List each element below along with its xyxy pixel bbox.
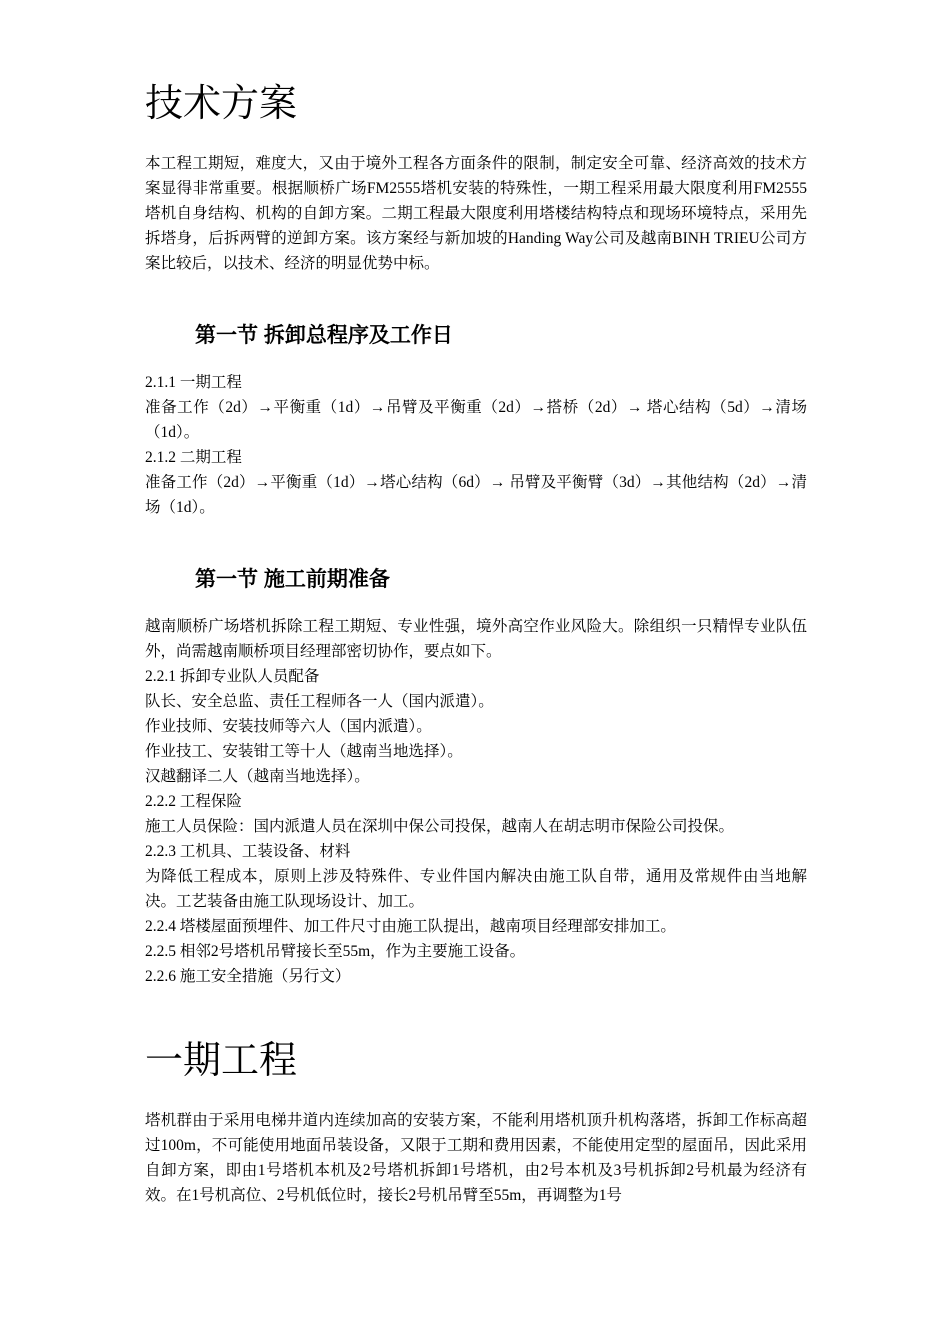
paragraph: 为降低工程成本，原则上涉及特殊件、专业件国内解决由施工队自带，通用及常规件由当地解决。工艺装备由施工队现场设计、加工。 [145, 868, 807, 910]
paragraph: 2.2.3 工机具、工装设备、材料 [145, 843, 351, 860]
paragraph: 作业技师、安装技师等六人（国内派遣）。 [145, 718, 432, 735]
paragraph: 2.2.5 相邻2号塔机吊臂接长至55m，作为主要施工设备。 [145, 943, 526, 960]
preparation-body [145, 614, 807, 989]
paragraph: 2.2.6 施工安全措施（另行文） [145, 968, 351, 985]
technical-plan-intro [145, 151, 807, 276]
dismantling-procedure-body [145, 370, 807, 520]
subsection-heading-dismantling-procedure: 第一节 拆卸总程序及工作日 [195, 324, 453, 347]
paragraph: 塔机群由于采用电梯井道内连续加高的安装方案，不能利用塔机顶升机构落塔，拆卸工作标高超过100m，不可能使用地面吊装设备，又限于工期和费用因素，不能使用定型的屋面吊，因此采用自卸方案，即由1号塔机本机及2号塔机拆卸1号塔机，由2号本机及3号机拆卸2号机最为经济有效。在1号机高位、2号机低位时，接长2号机吊臂至55m，再调整为1号 [145, 1112, 807, 1204]
paragraph: 2.1.1 一期工程 [145, 374, 242, 391]
paragraph: 作业技工、安装钳工等十人（越南当地选择）。 [145, 743, 463, 760]
paragraph: 汉越翻译二人（越南当地选择）。 [145, 768, 370, 785]
paragraph: 施工人员保险：国内派遣人员在深圳中保公司投保，越南人在胡志明市保险公司投保。 [145, 818, 735, 835]
paragraph: 2.2.2 工程保险 [145, 793, 242, 810]
paragraph: 越南顺桥广场塔机拆除工程工期短、专业性强，境外高空作业风险大。除组织一只精悍专业队伍外，尚需越南顺桥项目经理部密切协作，要点如下。 [145, 618, 807, 660]
subsection-heading-preparation: 第一节 施工前期准备 [195, 568, 390, 591]
section-heading-phase-one: 一期工程 [145, 1040, 298, 1082]
phase-one-intro [145, 1108, 807, 1208]
paragraph: 2.2.4 塔楼屋面预埋件、加工件尺寸由施工队提出，越南项目经理部安排加工。 [145, 918, 676, 935]
paragraph: 队长、安全总监、责任工程师各一人（国内派遣）。 [145, 693, 494, 710]
paragraph: 准备工作（2d）→平衡重（1d）→塔心结构（6d）→ 吊臂及平衡臂（3d）→其他结构（2d）→清场（1d）。 [145, 474, 807, 516]
paragraph: 准备工作（2d）→平衡重（1d）→吊臂及平衡重（2d）→搭桥（2d）→ 塔心结构（5d）→清场（1d）。 [145, 399, 807, 441]
section-heading-technical-plan: 技术方案 [145, 83, 298, 125]
paragraph: 本工程工期短，难度大，又由于境外工程各方面条件的限制，制定安全可靠、经济高效的技术方案显得非常重要。根据顺桥广场FM2555塔机安装的特殊性，一期工程采用最大限度利用FM2555塔机自身结构、机构的自卸方案。二期工程最大限度利用塔楼结构特点和现场环境特点，采用先拆塔身，后拆两臂的逆卸方案。该方案经与新加坡的Handing Way公司及越南BINH TRIEU公司方案比较后，以技术、经济的明显优势中标。 [145, 155, 807, 272]
paragraph: 2.1.2 二期工程 [145, 449, 242, 466]
paragraph: 2.2.1 拆卸专业队人员配备 [145, 668, 320, 685]
